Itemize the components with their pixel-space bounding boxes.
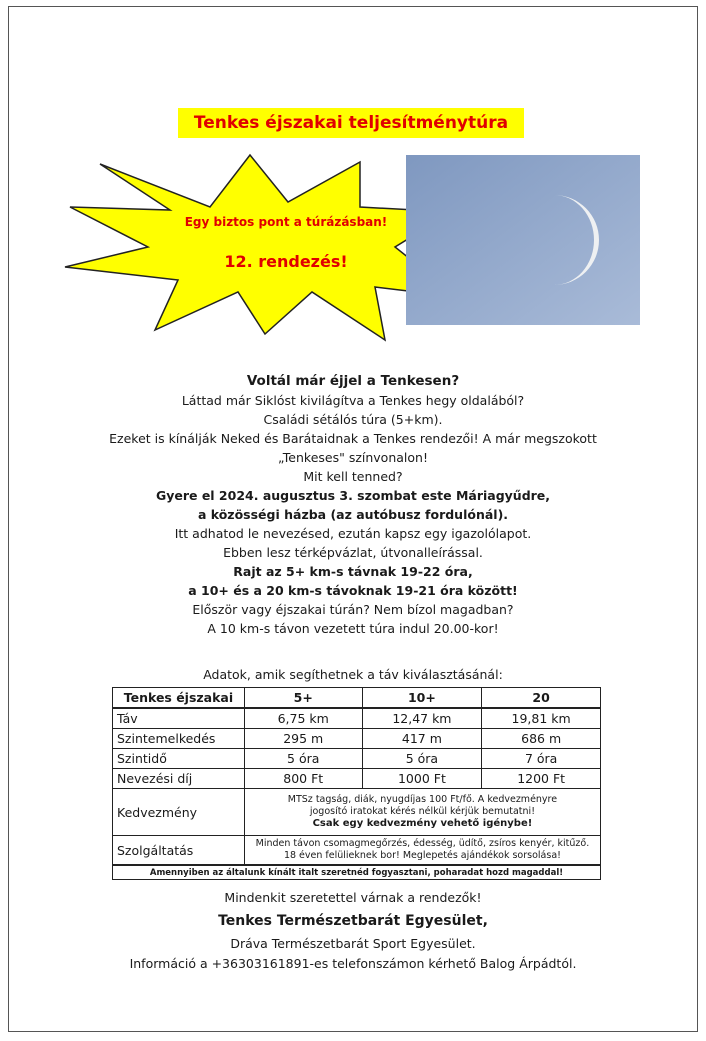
footer [20,888,686,974]
intro-line: Ezeket is kínálják Neked és Barátaidnak a Tenkes rendezői! A már megszokott [109,431,597,446]
table-caption: Adatok, amik segíthetnek a táv kiválasztásánál: [203,667,503,682]
table-row [113,729,601,749]
starburst [60,152,460,342]
table-header-cell: 5+ [244,688,362,709]
intro-text [20,372,686,638]
location-line: Gyere el 2024. augusztus 3. szombat este Máriagyűdre, [155,488,551,503]
intro-line: Családi sétálós túra (5+km). [263,412,443,427]
discount-row [113,789,601,836]
star-edition: 12. rendezés! [224,252,348,271]
moon-icon [406,155,640,325]
contact-info: Információ a +36303161891-es telefonszámon kérhető Balog Árpádtól. [129,956,577,971]
intro-line: A 10 km-s távon vezetett túra indul 20.00-kor! [207,621,499,636]
intro-line: Láttad már Siklóst kivilágítva a Tenkes hegy oldalából? [181,393,525,408]
intro-line: Ebben lesz térképvázlat, útvonalleírással. [223,545,483,560]
route-data-table [112,687,601,880]
table-cell: 417 m [362,729,482,749]
intro-heading: Voltál már éjjel a Tenkesen? [246,373,460,389]
start-time-line: Rajt az 5+ km-s távnak 19-22 óra, [233,564,473,579]
co-organizer-name: Dráva Természetbarát Sport Egyesület. [230,936,476,951]
discount-line: MTSz tagság, diák, nyugdíjas 100 Ft/fő. A kedvezményre [287,794,558,805]
table-cell: 5 óra [244,749,362,769]
services-line: Minden távon csomagmegőrzés, édesség, üdítő, zsíros kenyér, kitűző. [255,838,590,849]
services-text [244,836,600,866]
table-row [113,749,601,769]
star-slogan: Egy biztos pont a túrázásban! [184,215,388,229]
intro-line: Itt adhatod le nevezésed, ezután kapsz egy igazolólapot. [174,526,532,541]
table-cell: 295 m [244,729,362,749]
organizer-name: Tenkes Természetbarát Egyesület, [218,913,488,929]
moon-image [406,155,640,325]
table-cell: Szintidő [113,749,245,769]
notice-row [113,865,601,880]
cup-notice: Amennyiben az általunk kínált italt szeretnéd fogyasztani, poharadat hozd magaddal! [113,865,601,880]
services-line: 18 éven felülieknek bor! Meglepetés ajándékok sorsolása! [283,850,561,861]
intro-line: „Tenkeses" színvonalon! [278,450,428,465]
discount-text [244,789,600,836]
location-line: a közösségi házba (az autóbusz fordulónál). [197,507,509,522]
table-header-cell: Tenkes éjszakai [113,688,245,709]
table-cell: Táv [113,708,245,729]
starburst-shape [60,152,460,342]
table-cell: 12,47 km [362,708,482,729]
discount-note: Csak egy kedvezmény vehető igénybe! [312,818,533,829]
discount-label: Kedvezmény [113,789,245,836]
intro-line: Először vagy éjszakai túrán? Nem bízol magadban? [192,602,514,617]
table-cell: 5 óra [362,749,482,769]
table-cell: 1000 Ft [362,769,482,789]
table-header-cell: 10+ [362,688,482,709]
page-title: Tenkes éjszakai teljesítménytúra [178,108,524,138]
table-cell: 1200 Ft [482,769,601,789]
welcome-line: Mindenkit szeretettel várnak a rendezők! [224,890,482,905]
table-cell: 7 óra [482,749,601,769]
table-cell: 686 m [482,729,601,749]
table-cell: 800 Ft [244,769,362,789]
table-row [113,708,601,729]
services-row [113,836,601,866]
start-time-line: a 10+ és a 20 km-s távoknak 19-21 óra között! [188,583,518,598]
table-cell: 6,75 km [244,708,362,729]
intro-line: Mit kell tenned? [303,469,403,484]
table-header-cell: 20 [482,688,601,709]
table-cell: Nevezési díj [113,769,245,789]
table-cell: 19,81 km [482,708,601,729]
table-header-row [113,688,601,709]
services-label: Szolgáltatás [113,836,245,866]
table-cell: Szintemelkedés [113,729,245,749]
table-row [113,769,601,789]
discount-line: jogosító iratokat kérés nélkül kérjük bemutatni! [309,806,536,817]
